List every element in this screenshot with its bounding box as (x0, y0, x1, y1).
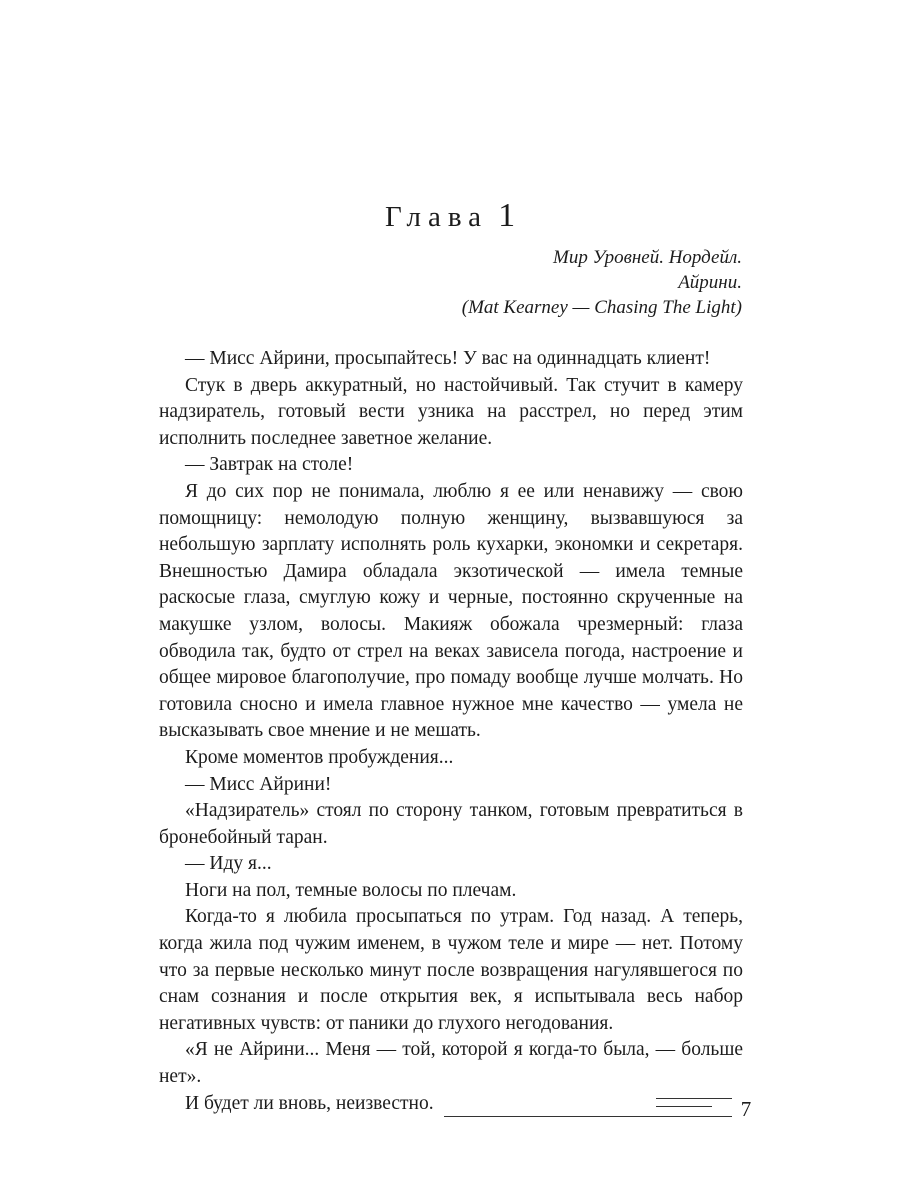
chapter-label: Глава (384, 201, 489, 233)
paragraph: «Я не Айрини... Меня — той, которой я когда-то была, — больше нет». (159, 1039, 743, 1088)
epigraph-line-song: (Mat Kearney — Chasing The Light) (461, 297, 742, 318)
page-number: 7 (740, 1097, 752, 1121)
paragraph: И будет ли вновь, неизвестно. (185, 1092, 434, 1114)
epigraph-line-setting: Мир Уровней. Нордейл. (553, 247, 742, 268)
paragraph: Я до сих пор не понимала, люблю я ее или ненавижу — свою помощницу: немолодую полную женщину, вызвавшуюся за небольшую зарплату исполнять роль кухарки, экономки и секретаря. Внешностью Дамира обладала экзотической — имела темные раскосые глаза, смуглую кожу и черные, постоянно скрученные на макушке узлом, волосы. Макияж обожала чрезмерный: глаза обводила так, будто от стрел на веках зависела погода, настроение и общее мировое благополучие, про помаду вообще лучше молчать. Но готовила сносно и имела главное нужное мне качество — умела не высказывать свое мнение и не мешать. (159, 480, 743, 742)
paragraph: — Иду я... (185, 853, 272, 875)
paragraph: Стук в дверь аккуратный, но настойчивый. Так стучит в камеру надзиратель, готовый вести узника на расстрел, но перед этим исполнить последнее заветное желание. (159, 374, 743, 449)
chapter-body (159, 346, 743, 1117)
paragraph: Когда-то я любила просыпаться по утрам. Год назад. А теперь, когда жила под чужим именем, в чужом теле и мире — нет. Потому что за первые несколько минут после возвращения нагулявшегося по снам сознания и после открытия век, я испытывала весь набор негативных чувств: от паники до глухого негодования. (159, 906, 743, 1034)
paragraph: — Мисс Айрини, просыпайтесь! У вас на одиннадцать клиент! (185, 348, 711, 369)
chapter-title (0, 196, 900, 237)
paragraph: — Завтрак на столе! (185, 454, 354, 476)
paragraph: — Мисс Айрини! (185, 773, 332, 795)
epigraph (322, 245, 742, 320)
paragraph: «Надзиратель» стоял по сторону танком, готовым превратиться в бронебойный таран. (159, 800, 743, 848)
chapter-number: 1 (498, 197, 516, 234)
epigraph-line-character: Айрини. (678, 272, 742, 293)
paragraph: Ноги на пол, темные волосы по плечам. (185, 879, 517, 901)
paragraph: Кроме моментов пробуждения... (185, 746, 454, 768)
